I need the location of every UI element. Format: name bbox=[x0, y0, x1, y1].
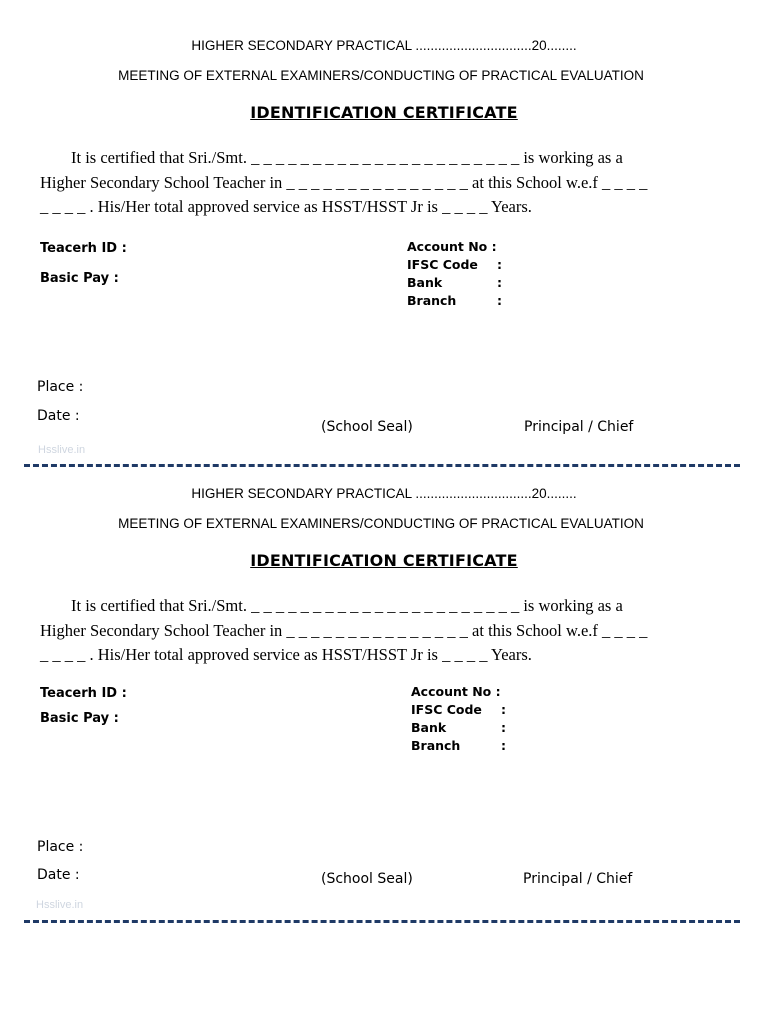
bank-label: Bank bbox=[411, 720, 447, 735]
body-line-3: _ _ _ _ . His/Her total approved service as HSST/HSST Jr is _ _ _ _ Years. bbox=[40, 645, 532, 664]
body-line-3: _ _ _ _ . His/Her total approved service as HSST/HSST Jr is _ _ _ _ Years. bbox=[40, 197, 532, 216]
school-seal-label: (School Seal) bbox=[321, 871, 413, 887]
branch-label: Branch bbox=[407, 293, 457, 308]
practical-header: HIGHER SECONDARY PRACTICAL ...............................20........ bbox=[191, 486, 577, 501]
ifsc-label: IFSC Code bbox=[411, 702, 482, 717]
teacher-id-label: Teacerh ID : bbox=[40, 686, 127, 701]
principal-label: Principal / Chief bbox=[524, 419, 634, 435]
bank-label: Bank bbox=[407, 275, 443, 290]
school-seal-label: (School Seal) bbox=[321, 419, 413, 435]
certificate-body bbox=[40, 594, 730, 668]
watermark: Hsslive.in bbox=[36, 899, 84, 911]
certificate-1 bbox=[0, 0, 768, 470]
meeting-header: MEETING OF EXTERNAL EXAMINERS/CONDUCTING OF PRACTICAL EVALUATION bbox=[118, 516, 644, 531]
principal-label: Principal / Chief bbox=[523, 871, 633, 887]
date-label: Date : bbox=[37, 867, 80, 883]
teacher-id-label: Teacerh ID : bbox=[40, 241, 127, 256]
account-no-label: Account No : bbox=[407, 239, 497, 254]
certificate-title: IDENTIFICATION CERTIFICATE bbox=[250, 551, 518, 570]
body-line-1: It is certified that Sri./Smt. _ _ _ _ _ _ _ _ _ _ _ _ _ _ _ _ _ _ _ _ _ _ is working as a bbox=[71, 148, 623, 167]
place-label: Place : bbox=[37, 379, 84, 395]
date-label: Date : bbox=[37, 408, 80, 424]
certificate-body bbox=[40, 146, 730, 220]
ifsc-label: IFSC Code bbox=[407, 257, 478, 272]
cut-line bbox=[24, 920, 740, 923]
branch-colon: : bbox=[497, 293, 502, 308]
basic-pay-label: Basic Pay : bbox=[40, 711, 119, 726]
body-line-1: It is certified that Sri./Smt. _ _ _ _ _ _ _ _ _ _ _ _ _ _ _ _ _ _ _ _ _ _ is working as a bbox=[71, 596, 623, 615]
basic-pay-label: Basic Pay : bbox=[40, 271, 119, 286]
certificate-2 bbox=[0, 448, 768, 918]
bank-colon: : bbox=[497, 275, 502, 290]
body-line-2: Higher Secondary School Teacher in _ _ _ _ _ _ _ _ _ _ _ _ _ _ _ at this School w.e.f _ _ _ _ bbox=[40, 172, 648, 192]
certificate-title: IDENTIFICATION CERTIFICATE bbox=[250, 103, 518, 122]
body-line-2: Higher Secondary School Teacher in _ _ _ _ _ _ _ _ _ _ _ _ _ _ _ at this School w.e.f _ _ _ _ bbox=[40, 620, 648, 640]
bank-colon: : bbox=[501, 720, 506, 735]
bank-details bbox=[407, 238, 502, 310]
watermark: Hsslive.in bbox=[38, 444, 86, 456]
ifsc-colon: : bbox=[497, 257, 502, 272]
meeting-header: MEETING OF EXTERNAL EXAMINERS/CONDUCTING OF PRACTICAL EVALUATION bbox=[118, 68, 644, 83]
account-no-label: Account No : bbox=[411, 684, 501, 699]
practical-header: HIGHER SECONDARY PRACTICAL ...............................20........ bbox=[191, 38, 577, 53]
branch-colon: : bbox=[501, 738, 506, 753]
place-label: Place : bbox=[37, 839, 84, 855]
ifsc-colon: : bbox=[501, 702, 506, 717]
branch-label: Branch bbox=[411, 738, 461, 753]
bank-details bbox=[411, 683, 506, 755]
